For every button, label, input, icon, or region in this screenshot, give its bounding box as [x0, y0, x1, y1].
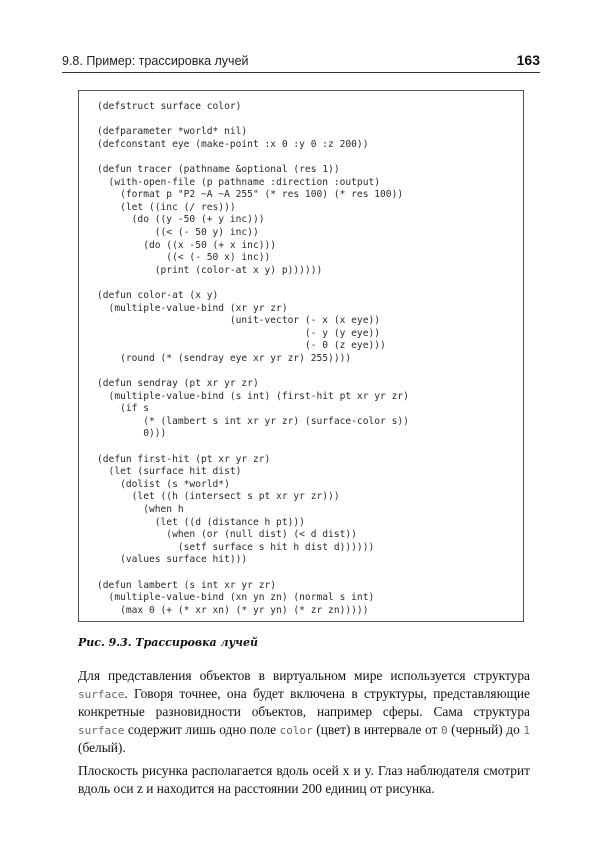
text-run: (белый).: [78, 740, 126, 756]
code-line: [97, 441, 409, 454]
code-line: [97, 567, 409, 580]
code-line: (unit-vector (- x (x eye)): [97, 315, 381, 327]
running-head: 9.8. Пример: трассировка лучей: [62, 54, 249, 68]
code-listing-box: [78, 90, 524, 622]
code-line: (multiple-value-bind (xr yr zr): [97, 302, 288, 314]
code-line: (if s: [97, 403, 149, 415]
body-text: [78, 667, 530, 802]
code-line: ((< (- 50 x) inc)): [97, 252, 271, 264]
code-line: (defun lambert (s int xr yr zr): [97, 579, 277, 591]
paragraph: Плоскость рисунка располагается вдоль осей x и y. Глаз наблюдателя смотрит вдоль оси z и находится на расстоянии 200 единиц от рисунка.: [78, 762, 530, 796]
inline-code: surface: [78, 723, 125, 737]
code-line: (do ((x -50 (+ x inc))): [97, 239, 277, 251]
code-listing: [97, 101, 409, 617]
code-line: (* (lambert s int xr yr zr) (surface-color s)): [97, 415, 409, 427]
inline-code: color: [279, 723, 313, 737]
code-line: (defparameter *world* nil): [97, 126, 248, 138]
code-line: ((< (- 50 y) inc)): [97, 226, 259, 238]
code-line: (let ((inc (/ res))): [97, 201, 236, 213]
code-line: (when h: [97, 504, 184, 515]
code-line: (defun tracer (pathname &optional (res 1)): [97, 163, 340, 175]
code-line: (- y (y eye)): [97, 327, 381, 339]
page-number: 163: [516, 52, 540, 68]
code-line: (when (or (null dist) (< d dist)): [97, 529, 357, 541]
code-line: (let ((d (distance h pt))): [97, 516, 305, 528]
text-run: Для представления объектов в виртуальном мире используется структура: [78, 668, 530, 683]
code-line: (print (color-at x y) p)))))): [97, 264, 323, 276]
code-line: (defun color-at (x y): [97, 289, 219, 301]
code-line: (defun first-hit (pt xr yr zr): [97, 453, 271, 465]
code-line: (defconstant eye (make-point :x 0 :y 0 :z 200)): [97, 138, 369, 150]
code-line: (do ((y -50 (+ y inc))): [97, 214, 265, 226]
code-line: (format p "P2 ~A ~A 255" (* res 100) (* res 100)): [97, 189, 404, 201]
code-line: [97, 365, 409, 378]
paragraph: [78, 667, 530, 757]
code-line: [97, 114, 409, 127]
code-line: (defstruct surface color): [97, 101, 242, 112]
code-line: (multiple-value-bind (xn yn zn) (normal s int): [97, 592, 375, 604]
inline-code: 1: [523, 723, 530, 737]
code-line: (- 0 (z eye))): [97, 340, 386, 352]
code-line: (let (surface hit dist): [97, 466, 242, 478]
text-run: . Говоря точнее, она будет включена в структуры, представляющие конкретные разновидности объектов, например сферы. Сама структура: [78, 685, 530, 720]
code-line: (let ((h (intersect s pt xr yr zr))): [97, 491, 340, 503]
text-run: (цвет) в интервале от: [312, 721, 441, 737]
code-line: (defun sendray (pt xr yr zr): [97, 378, 259, 390]
code-line: (with-open-file (p pathname :direction :output): [97, 176, 381, 188]
code-line: (round (* (sendray eye xr yr zr) 255)))): [97, 352, 352, 364]
code-line: (multiple-value-bind (s int) (first-hit pt xr yr zr): [97, 390, 409, 402]
inline-code: 0: [440, 723, 448, 737]
code-line: (setf surface s hit h dist d)))))): [97, 541, 375, 553]
inline-code: surface: [78, 687, 125, 701]
text-run: (черный) до: [447, 721, 524, 737]
figure-caption: Рис. 9.3. Трассировка лучей: [78, 636, 258, 649]
code-line: [97, 151, 409, 164]
page-header: [62, 54, 540, 73]
code-line: (dolist (s *world*): [97, 478, 230, 490]
text-run: содержит лишь одно поле: [124, 721, 280, 737]
code-line: [97, 277, 409, 290]
code-line: 0))): [97, 428, 167, 440]
code-line: (max 0 (+ (* xr xn) (* yr yn) (* zr zn))))): [97, 604, 369, 616]
code-line: (values surface hit))): [97, 554, 248, 566]
